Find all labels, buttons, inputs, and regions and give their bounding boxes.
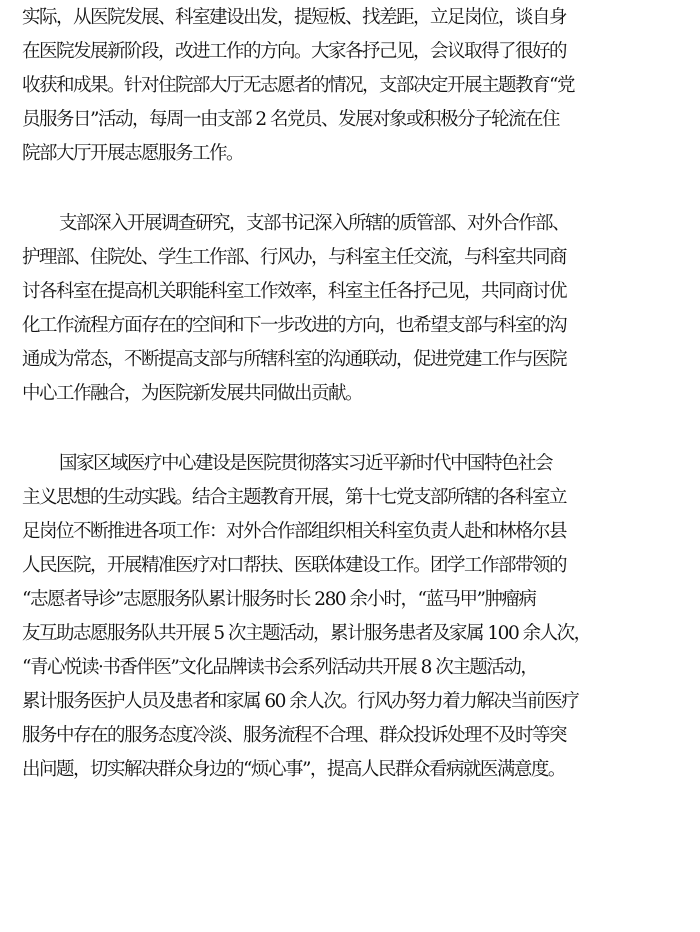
text-line: 支部深入开展调查研究，支部书记深入所辖的质管部、对外合作部、 xyxy=(59,213,570,234)
text-line: 化工作流程方面存在的空间和下一步改进的方向，也希望支部与科室的沟 xyxy=(22,315,567,336)
text-line: 主义思想的生动实践。结合主题教育开展，第十七党支部所辖的各科室立 xyxy=(22,487,567,508)
text-line: 人民医院，开展精准医疗对口帮扶、医联体建设工作。团学工作部带领的 xyxy=(22,555,567,576)
text-line: 讨各科室在提高机关职能科室工作效率，科室主任各抒己见，共同商讨优 xyxy=(22,281,567,302)
text-line: 国家区域医疗中心建设是医院贯彻落实习近平新时代中国特色社会 xyxy=(59,453,553,474)
paragraph-1 xyxy=(22,1,687,171)
text-line: 友互助志愿服务队共开展 5 次主题活动，累计服务患者及家属 100 余人次， xyxy=(22,623,591,644)
document-page xyxy=(22,0,687,787)
text-line: 足岗位不断推进各项工作：对外合作部组织相关科室负责人赴和林格尔县 xyxy=(22,521,567,542)
text-line: 员服务日”活动，每周一由支部 2 名党员、发展对象或积极分子轮流在住 xyxy=(22,109,559,130)
paragraph-3 xyxy=(22,447,687,787)
paragraph-2 xyxy=(22,207,687,411)
paragraph-gap xyxy=(22,411,687,447)
text-line: 通成为常态，不断提高支部与所辖科室的沟通联动，促进党建工作与医院 xyxy=(22,349,567,370)
text-line: 收获和成果。针对住院部大厅无志愿者的情况，支部决定开展主题教育“党 xyxy=(22,75,574,96)
text-line: 在医院发展新阶段，改进工作的方向。大家各抒己见，会议取得了很好的 xyxy=(22,41,567,62)
text-line: 护理部、住院处、学生工作部、行风办，与科室主任交流，与科室共同商 xyxy=(22,247,567,268)
text-line: 院部大厅开展志愿服务工作。 xyxy=(22,143,244,164)
text-line: 出问题，切实解决群众身边的“烦心事”，提高人民群众看病就医满意度。 xyxy=(22,759,565,780)
text-line: 累计服务医护人员及患者和家属 60 余人次。行风办努力着力解决当前医疗 xyxy=(22,691,579,712)
text-line: 实际，从医院发展、科室建设出发，提短板、找差距，立足岗位，谈自身 xyxy=(22,7,567,28)
text-line: “志愿者导诊”志愿服务队累计服务时长 280 余小时，“蓝马甲”肿瘤病 xyxy=(22,589,536,610)
paragraph-gap xyxy=(22,171,687,207)
text-line: “青心悦读·书香伴医”文化品牌读书会系列活动共开展 8 次主题活动， xyxy=(22,657,538,678)
text-line: 中心工作融合，为医院新发展共同做出贡献。 xyxy=(22,383,363,404)
text-line: 服务中存在的服务态度冷淡、服务流程不合理、群众投诉处理不及时等突 xyxy=(22,725,567,746)
